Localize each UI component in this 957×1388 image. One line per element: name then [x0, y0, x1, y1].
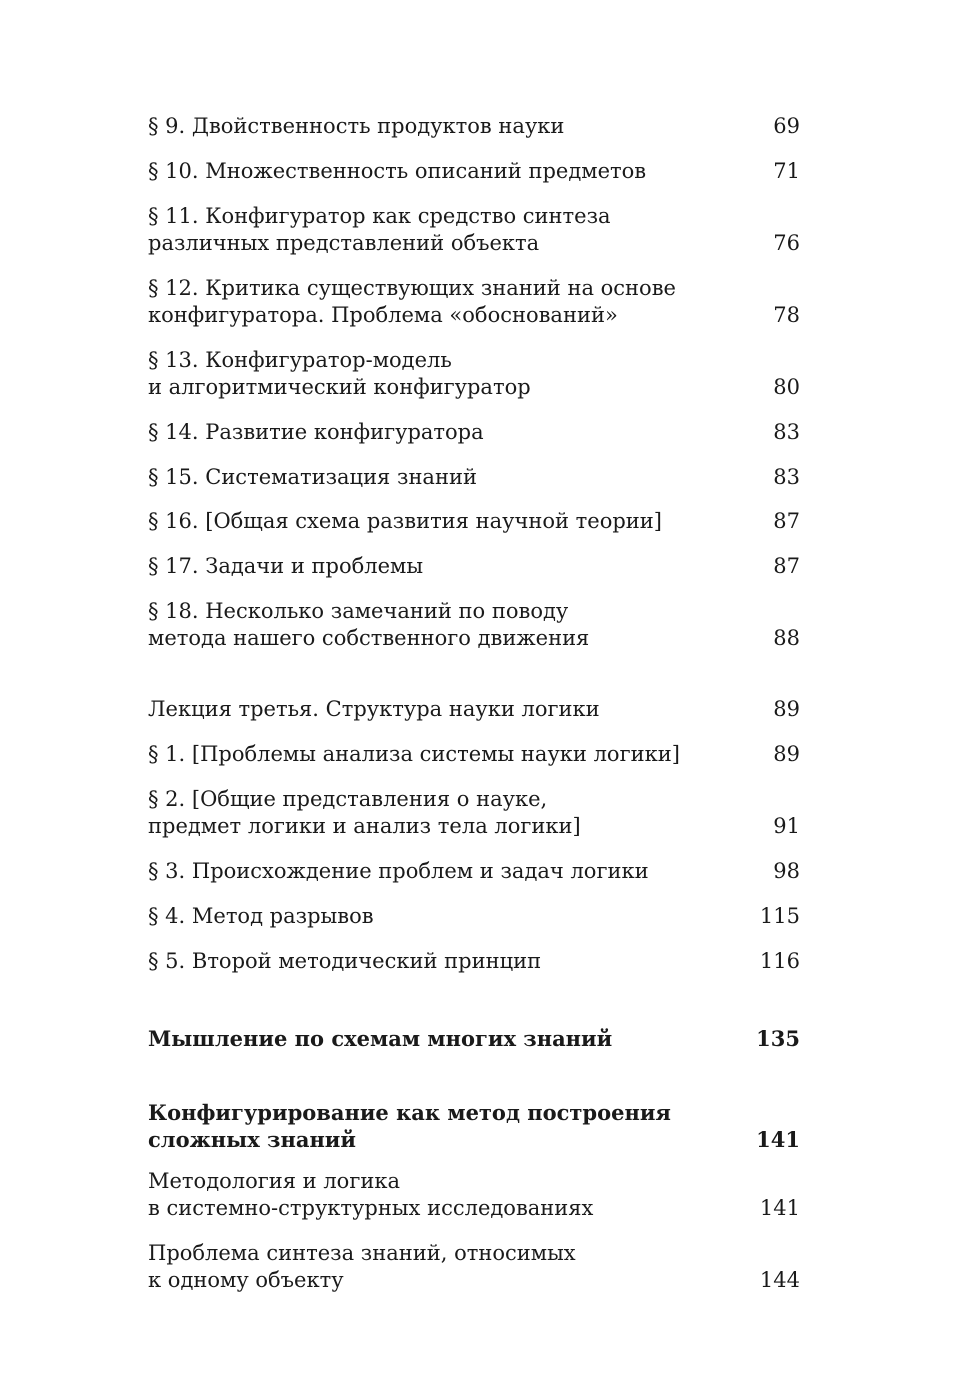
toc-entry: [148, 203, 800, 257]
toc-entry: [148, 1025, 800, 1052]
toc-entry-title: [148, 696, 708, 723]
toc-entry-title-line: § 1. [Проблемы анализа системы науки логики]: [148, 742, 680, 766]
toc-entry-page-number: 91: [773, 814, 800, 838]
toc-entry: [148, 696, 800, 723]
toc-entry-title-line: § 4. Метод разрывов: [148, 904, 374, 928]
toc-entry-title-line: в системно-структурных исследованиях: [148, 1196, 594, 1220]
toc-entry-title: [148, 158, 708, 185]
toc-entry-page-number: 80: [773, 375, 800, 399]
toc-entry: [148, 347, 800, 401]
toc-entry: [148, 741, 800, 768]
toc-entry-page-number: 78: [773, 303, 800, 327]
toc-entry-page-number: 69: [773, 114, 800, 138]
toc-entry-title-line: Методология и логика: [148, 1169, 400, 1193]
toc-entry: [148, 158, 800, 185]
toc-entry-page-number: 116: [759, 949, 800, 973]
toc-entry-title-line: § 9. Двойственность продуктов науки: [148, 114, 565, 138]
toc-entry: [148, 903, 800, 930]
toc-entry: [148, 1168, 800, 1222]
toc-entry-page-number: 76: [773, 231, 800, 255]
toc-entry-title: [148, 858, 708, 885]
toc-entry-title: [148, 1099, 708, 1153]
toc-entry: [148, 508, 800, 535]
toc-entry-title-line: § 15. Систематизация знаний: [148, 465, 477, 489]
toc-entry-page-number: 89: [773, 742, 800, 766]
toc-entry-title: [148, 347, 708, 401]
toc-entry-page-number: 141: [759, 1196, 800, 1220]
toc-entry-page-number: 87: [773, 509, 800, 533]
toc-entry-title-line: различных представлений объекта: [148, 231, 540, 255]
toc-entry: [148, 419, 800, 446]
toc-entry-title-line: Мышление по схемам многих знаний: [148, 1026, 613, 1051]
toc-entry-title: [148, 113, 708, 140]
toc-entry-title-line: предмет логики и анализ тела логики]: [148, 814, 581, 838]
toc-entry-title-line: § 14. Развитие конфигуратора: [148, 420, 484, 444]
toc-entry-page-number: 87: [773, 554, 800, 578]
toc-entry-title: [148, 275, 708, 329]
toc-entry-title-line: § 12. Критика существующих знаний на основе: [148, 276, 676, 300]
toc-entry: [148, 598, 800, 652]
toc-entry: [148, 786, 800, 840]
toc-entry-title: [148, 553, 708, 580]
toc-entry-title: [148, 786, 708, 840]
toc-entry-page-number: 88: [773, 626, 800, 650]
toc-entry-title-line: Лекция третья. Структура науки логики: [148, 697, 600, 721]
toc-entry-page-number: 98: [773, 859, 800, 883]
toc-entry-title: [148, 419, 708, 446]
toc-entry-title-line: § 5. Второй методический принцип: [148, 949, 542, 973]
toc-entry-title-line: Проблема синтеза знаний, относимых: [148, 1241, 576, 1265]
toc-entry-title: [148, 464, 708, 491]
toc-entry: [148, 464, 800, 491]
toc-entry-title: [148, 903, 708, 930]
toc-entry-title-line: Конфигурирование как метод построения: [148, 1100, 671, 1125]
toc-entry: [148, 275, 800, 329]
toc-entry-title-line: § 16. [Общая схема развития научной теории]: [148, 509, 662, 533]
toc-entry-page-number: 89: [773, 697, 800, 721]
toc-entry-title: [148, 1240, 708, 1294]
toc-entry: [148, 858, 800, 885]
toc-entry-page-number: 83: [773, 465, 800, 489]
toc-entry-title-line: § 10. Множественность описаний предметов: [148, 159, 647, 183]
toc-entry-page-number: 71: [773, 159, 800, 183]
toc-entry-page-number: 144: [759, 1268, 800, 1292]
toc-entry-title-line: конфигуратора. Проблема «обоснований»: [148, 303, 618, 327]
toc-entry-page-number: 135: [756, 1026, 800, 1051]
toc-entry-title: [148, 1168, 708, 1222]
toc-entry: [148, 948, 800, 975]
toc-entry-title-line: § 3. Происхождение проблем и задач логики: [148, 859, 649, 883]
toc-entry-page-number: 141: [756, 1127, 800, 1152]
toc-entry-title: [148, 508, 708, 535]
toc-entry-title-line: § 2. [Общие представления о науке,: [148, 787, 548, 811]
toc-entry: [148, 113, 800, 140]
toc-entry-title: [148, 741, 708, 768]
toc-entry: [148, 1099, 800, 1153]
toc-entry-title-line: сложных знаний: [148, 1127, 356, 1152]
toc-entry-title-line: § 18. Несколько замечаний по поводу: [148, 599, 569, 623]
toc-entry-page-number: 115: [759, 904, 800, 928]
toc-entry-title-line: и алгоритмический конфигуратор: [148, 375, 531, 399]
toc-entry-page-number: 83: [773, 420, 800, 444]
toc-entry-title-line: § 17. Задачи и проблемы: [148, 554, 424, 578]
toc-entry-title-line: метода нашего собственного движения: [148, 626, 590, 650]
toc-entry-title: [148, 598, 708, 652]
toc-entry-title: [148, 1025, 708, 1052]
toc-entry: [148, 1240, 800, 1294]
toc-entry: [148, 553, 800, 580]
toc-entry-title: [148, 203, 708, 257]
toc-entry-title-line: к одному объекту: [148, 1268, 344, 1292]
toc-entry-title-line: § 11. Конфигуратор как средство синтеза: [148, 204, 611, 228]
toc-entry-title-line: § 13. Конфигуратор-модель: [148, 348, 452, 372]
toc-entry-title: [148, 948, 708, 975]
